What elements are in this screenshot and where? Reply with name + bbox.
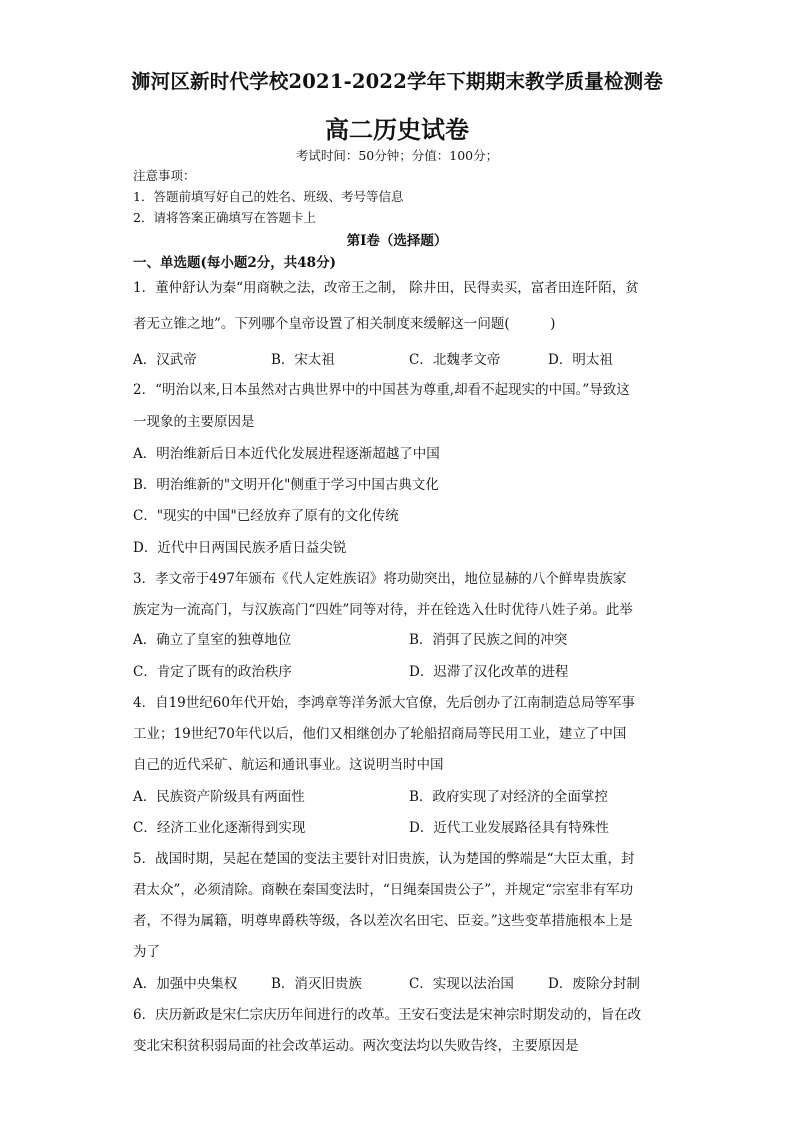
option-b: B．消弭了民族之间的冲突 [409,632,568,648]
option-a: A．确立了皇室的独尊地位 [133,632,292,648]
option-a: A．明治维新后日本近代化发展进程逐渐超越了中国 [133,446,440,462]
option-c: C．肯定了既有的政治秩序 [133,664,292,680]
option-b: B．明治维新的"文明开化"侧重于学习中国古典文化 [133,477,439,493]
part-title: 第I卷（选择题） [346,233,448,249]
question-line: 工业；19世纪70年代以后，他们又相继创办了轮船招商局等民用工业，建立了中国 [133,726,627,742]
school-title: 浉河区新时代学校2021-2022学年下期期末教学质量检测卷 [130,70,664,93]
option-d: D．近代中日两国民族矛盾日益尖锐 [133,540,347,556]
option-c: C．北魏孝文帝 [409,352,501,368]
option-a: A．汉武帝 [133,352,197,368]
option-d: D．迟滞了汉化改革的进程 [409,664,569,680]
question-line: 2．“明治以来,日本虽然对古典世界中的中国甚为尊重,却看不起现实的中国。”导致这 [133,382,630,398]
option-d: D．废除分封制 [548,976,640,992]
subject-title: 高二历史试卷 [325,115,469,144]
question-line: 1．董仲舒认为秦“用商鞅之法，改帝王之制， 除井田，民得卖买，富者田连阡陌，贫 [133,280,639,296]
option-d: D．近代工业发展路径具有特殊性 [409,820,609,836]
question-line: 族定为一流高门，与汉族高门“四姓”同等对待，并在铨选入仕时优待八姓子弟。此举 [133,602,633,618]
notes-heading: 注意事项： [133,168,196,183]
question-line: 者，不得为属籍，明尊卑爵秩等级，各以差次名田宅、臣妾。”这些变革措施根本上是 [133,913,633,929]
question-line: 者无立锥之地”。下列哪个皇帝设置了相关制度来缓解这一问题( ) [133,316,556,332]
question-line: 变北宋积贫积弱局面的社会改革运动。两次变法均以失败告终，主要原因是 [133,1038,579,1054]
option-d: D．明太祖 [548,352,613,368]
question-line: 4．自19世纪60年代开始，李鸿章等洋务派大官僚，先后创办了江南制造总局等军事 [133,695,635,711]
option-c: C．经济工业化逐渐得到实现 [133,820,306,836]
option-a: A．加强中央集权 [133,976,238,992]
option-c: C．"现实的中国"已经放弃了原有的文化传统 [133,508,399,524]
question-line: 君太众”，必须清除。商鞅在秦国变法时，“日绳秦国贵公子”，并规定“宗室非有军功 [133,882,634,898]
option-c: C．实现以法治国 [409,976,514,992]
option-a: A．民族资产阶级具有两面性 [133,789,305,805]
exam-info: 考试时间：50分钟；分值：100分； [295,148,499,163]
question-line: 一现象的主要原因是 [133,414,255,430]
question-line: 3．孝文帝于497年颁布《代人定姓族诏》将功勋突出，地位显赫的八个鲜卑贵族家 [133,571,627,587]
option-b: B．宋太祖 [271,352,335,368]
option-b: B．消灭旧贵族 [271,976,362,992]
question-line: 5．战国时期，吴起在楚国的变法主要针对旧贵族，认为楚国的弊端是“大臣太重，封 [133,851,635,867]
option-b: B．政府实现了对经济的全面掌控 [409,789,608,805]
section-heading: 一、单选题(每小题2分，共48分) [133,255,336,271]
question-line: 自己的近代采矿、航运和通讯事业。这说明当时中国 [133,757,444,773]
note-item: 2．请将答案正确填写在答题卡上 [133,210,316,225]
note-item: 1．答题前填写好自己的姓名、班级、考号等信息 [133,189,404,204]
question-line: 为了 [133,944,160,960]
question-line: 6．庆历新政是宋仁宗庆历年间进行的改革。王安石变法是宋神宗时期发动的，旨在改 [133,1007,642,1023]
